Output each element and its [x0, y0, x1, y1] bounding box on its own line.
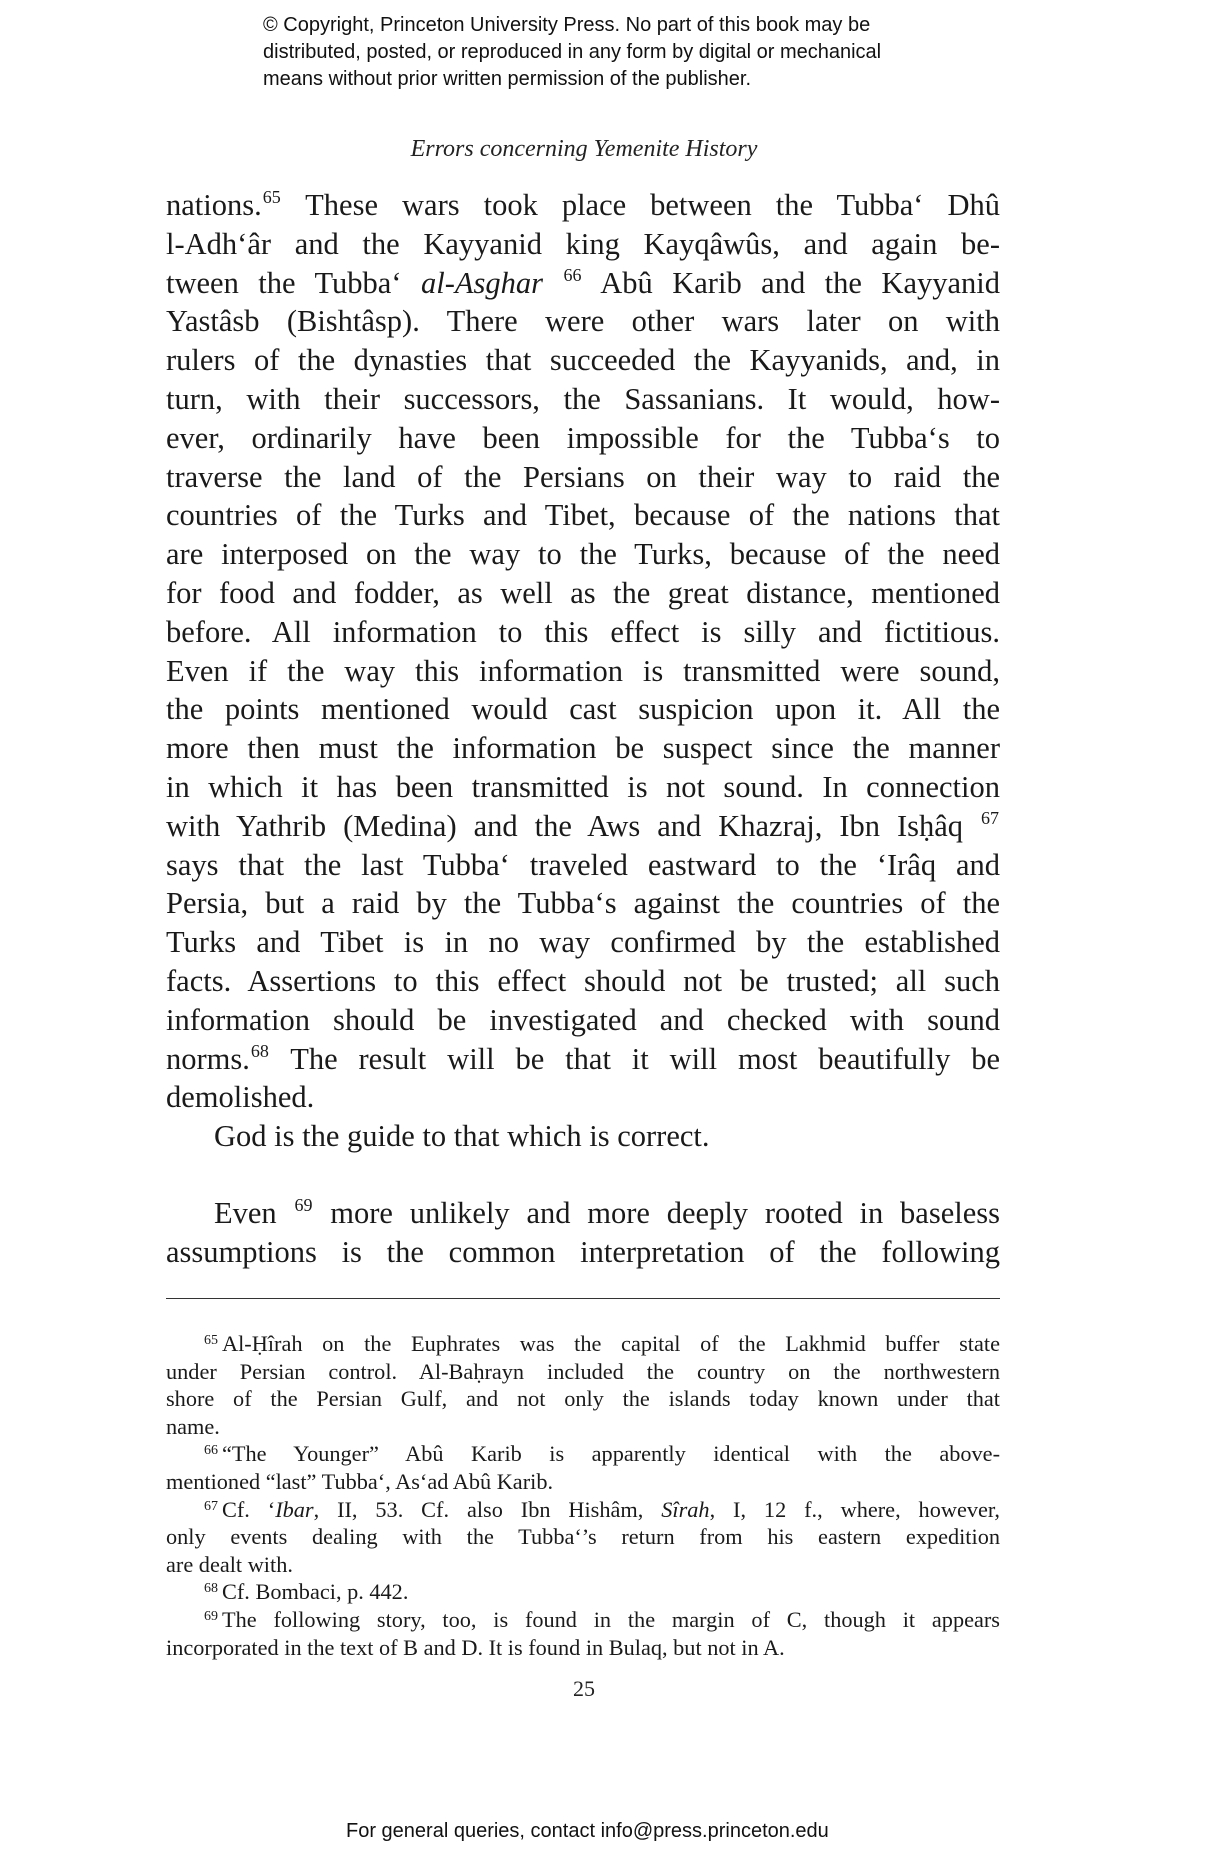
text-line: norms.$^{68}$ The result will be that it will most beautifully be — [166, 1040, 1000, 1076]
text-line: tween the Tubba‘ al-Asghar $^{66}$ Abû Karib and the Kayyanid — [166, 264, 1000, 300]
text-line: Even $^{69}$ more unlikely and more deeply rooted in baseless — [214, 1194, 1001, 1230]
footnote-line: incorporated in the text of B and D. It is found in Bulaq, but not in A. — [166, 1634, 785, 1660]
copyright-notice — [263, 12, 1023, 93]
footnote-67: $^{67}$ Cf. ‘Ibar, II, 53. Cf. also Ibn Hishâm, Sîrah, I, 12 f., where, however, — [204, 1496, 1000, 1522]
text-line: assumptions is the common interpretation of the following — [166, 1234, 1000, 1269]
text-line: the points mentioned would cast suspicion upon it. All the — [166, 692, 1000, 727]
footnote-number: 68 — [204, 1581, 218, 1597]
footnote-divider — [166, 1298, 1000, 1299]
text-line: nations.$^{65}$ These wars took place between the Tubba‘ Dhû — [166, 187, 1000, 222]
footnote-68: $^{68}$ Cf. Bombaci, p. 442. — [204, 1579, 409, 1605]
footnote-line: under Persian control. Al-Baḥrayn included the country on the northwestern — [166, 1358, 1000, 1384]
text-line: Even if the way this information is transmitted were sound, — [166, 653, 1000, 688]
copyright-line: © Copyright, Princeton University Press. No part of this book may be — [263, 14, 871, 36]
text-line: rulers of the dynasties that succeeded the Kayyanids, and, in — [166, 343, 1000, 378]
footnote-ref-67[interactable]: 67 — [981, 807, 999, 828]
text-line: more then must the information be suspect since the manner — [166, 731, 1000, 766]
footnote-line: name. — [166, 1413, 220, 1439]
text-line: traverse the land of the Persians on their way to raid the — [166, 459, 1000, 494]
text-line: says that the last Tubba‘ traveled eastward to the ‘Irâq and — [166, 847, 1000, 882]
text-line: with Yathrib (Medina) and the Aws and Khazraj, Ibn Isḥâq $^{67}$ — [166, 807, 999, 843]
text-line: ever, ordinarily have been impossible for the Tubba‘s to — [166, 420, 1000, 455]
text-line: Turks and Tibet is in no way confirmed by the established — [166, 925, 1000, 960]
paragraph-gap — [166, 1156, 1000, 1194]
text-line: demolished. — [166, 1080, 315, 1115]
text-line: turn, with their successors, the Sassanians. It would, how- — [166, 381, 1000, 416]
text-line: are interposed on the way to the Turks, because of the need — [166, 537, 1000, 572]
footnote-number: 65 — [204, 1333, 218, 1348]
page-number: 25 — [573, 1676, 595, 1701]
text-line: Persia, but a raid by the Tubba‘s against the countries of the — [166, 886, 1000, 921]
text-line: in which it has been transmitted is not sound. In connection — [166, 769, 1000, 804]
text-line: l-Adh‘âr and the Kayyanid king Kayqâwûs, and again be- — [166, 226, 1000, 261]
footnote-number: 67 — [204, 1498, 218, 1514]
text-line: countries of the Turks and Tibet, because of the nations that — [166, 498, 1000, 533]
text-line: for food and fodder, as well as the great distance, mentioned — [166, 575, 1000, 610]
footnote-65: $^{65}$ Al-Ḥîrah on the Euphrates was the capital of the Lakhmid buffer state — [204, 1331, 1000, 1356]
footnote-69: $^{69}$ The following story, too, is found in the margin of C, though it appears — [204, 1606, 1000, 1632]
text-line: Yastâsb (Bishtâsp). There were other wars later on with — [166, 304, 1000, 339]
footnote-number: 66 — [204, 1443, 218, 1459]
footnote-66: $^{66}$ “The Younger” Abû Karib is apparently identical with the above- — [204, 1441, 1000, 1467]
copyright-line: distributed, posted, or reproduced in any form by digital or mechanical — [263, 41, 882, 63]
text-line: before. All information to this effect is silly and fictitious. — [166, 614, 1000, 649]
body-text — [166, 186, 1000, 1272]
footnotes — [166, 1330, 1000, 1661]
footnote-line: mentioned “last” Tubba‘, As‘ad Abû Karib. — [166, 1468, 554, 1494]
text-line: information should be investigated and checked with sound — [166, 1002, 1000, 1037]
copyright-line: means without prior written permission of the publisher. — [263, 68, 752, 90]
footnote-line: only events dealing with the Tubba‘’s return from his eastern expedition — [166, 1524, 1000, 1550]
footer-contact: For general queries, contact info@press.princeton.edu — [346, 1820, 829, 1842]
footnote-ref-68[interactable]: 68 — [250, 1040, 269, 1061]
footnote-number: 69 — [204, 1608, 218, 1624]
text-line: God is the guide to that which is correct. — [214, 1119, 710, 1154]
footnote-ref-66[interactable]: 66 — [563, 264, 582, 285]
footnote-line: shore of the Persian Gulf, and not only the islands today known under that — [166, 1386, 1000, 1412]
footnote-line: are dealt with. — [166, 1551, 293, 1577]
running-head: Errors concerning Yemenite History — [410, 136, 758, 162]
footnote-ref-65[interactable]: 65 — [262, 187, 281, 207]
text-line: facts. Assertions to this effect should not be trusted; all such — [166, 963, 1000, 998]
footnote-ref-69[interactable]: 69 — [294, 1194, 313, 1215]
